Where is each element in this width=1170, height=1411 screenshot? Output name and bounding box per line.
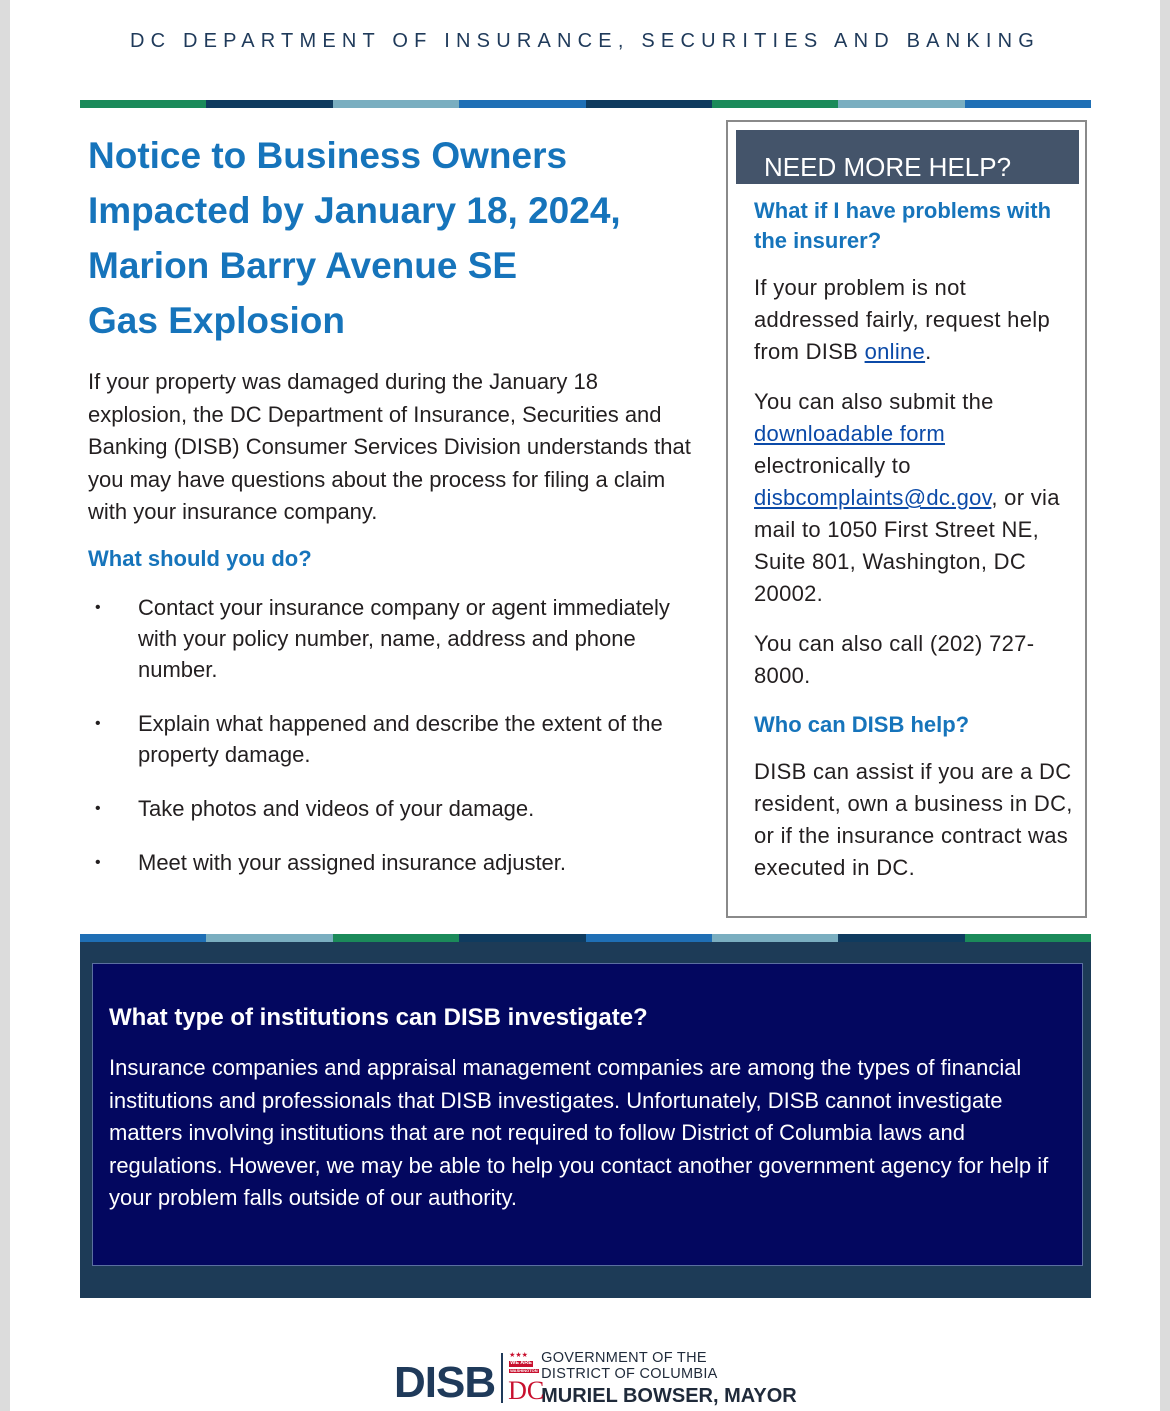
star-icons: ★★★ (509, 1352, 528, 1359)
stripe-segment (459, 100, 585, 108)
eligibility-paragraph: DISB can assist if you are a DC resident, own a business in DC, or if the insurance contract was executed in DC. (754, 759, 1073, 880)
intro-paragraph: If your property was damaged during the January 18 explosion, the DC Department of Insurance, Securities and Banking (DISB) Consumer Services Division understands that you may have questions about the process for filing a claim with your insurance company. (88, 369, 691, 524)
help-banner: NEED MORE HELP? (736, 130, 1079, 184)
need-more-help-box (726, 120, 1087, 918)
electronically-text: electronically to (754, 453, 911, 478)
stripe-segment (80, 100, 206, 108)
mayor-line: MURIEL BOWSER, MAYOR (541, 1384, 797, 1407)
emblem-washington: WASHINGTON (510, 1368, 538, 1373)
government-block (541, 1351, 797, 1406)
steps-list (88, 592, 698, 901)
request-help-paragraph (754, 272, 1074, 368)
dc-emblem-icon (508, 1352, 545, 1405)
downloadable-form-link[interactable]: downloadable form (754, 421, 945, 446)
stripe-segment (459, 934, 585, 942)
stripe-segment (965, 100, 1091, 108)
stripe-segment (333, 100, 459, 108)
title-line: Gas Explosion (88, 300, 346, 341)
list-item: • Take photos and videos of your damage. (88, 793, 698, 824)
list-item: • Explain what happened and describe the extent of the property damage. (88, 708, 698, 770)
middle-color-stripe (80, 934, 1091, 942)
what-to-do-heading: What should you do? (88, 546, 312, 571)
institutions-text: Insurance companies and appraisal management companies are among the types of financial institutions and professionals that DISB investigates. Unfortunately, DISB cannot investigate matters involving institutions that are not required to follow District of Columbia laws and regulations. However, we may be able to help you contact another government agency for help if your problem falls outside of our authority. (109, 1055, 1049, 1210)
stripe-segment (838, 934, 964, 942)
submit-form-paragraph (754, 386, 1074, 610)
emblem-we-are: WE ARE (510, 1360, 532, 1366)
help-content (754, 196, 1074, 902)
stripe-segment (80, 934, 206, 942)
stripe-segment (712, 934, 838, 942)
stripe-segment (206, 934, 332, 942)
page-title (88, 128, 708, 348)
stripe-segment (333, 934, 459, 942)
title-line: Notice to Business Owners (88, 135, 568, 176)
stripe-segment (206, 100, 332, 108)
agency-header: DC DEPARTMENT OF INSURANCE, SECURITIES AND BANKING (129, 30, 1041, 52)
institutions-panel (80, 942, 1091, 1298)
footer-divider (501, 1353, 503, 1403)
phone-paragraph: You can also call (202) 727-8000. (754, 631, 1035, 688)
who-can-help-heading: Who can DISB help? (754, 712, 970, 737)
submit-form-text: You can also submit the (754, 389, 994, 414)
insurer-problems-heading: What if I have problems with the insurer? (754, 198, 1052, 253)
gov-line-2: DISTRICT OF COLUMBIA (541, 1366, 718, 1382)
title-line: Impacted by January 18, 2024, (88, 190, 621, 231)
disb-logo: DISB (394, 1358, 496, 1407)
complaints-email-link[interactable]: disbcomplaints@dc.gov (754, 485, 992, 510)
period: . (925, 339, 932, 364)
request-help-text: If your problem is not addressed fairly, request help from DISB (754, 275, 1050, 364)
list-item: • Meet with your assigned insurance adjuster. (88, 847, 698, 878)
title-line: Marion Barry Avenue SE (88, 245, 518, 286)
list-item: • Contact your insurance company or agent immediately with your policy number, name, address and phone number. (88, 592, 698, 685)
mail-address-text: , or via mail to 1050 First Street NE, Suite 801, Washington, DC 20002. (754, 485, 1060, 606)
institutions-panel-inner (92, 963, 1083, 1266)
stripe-segment (586, 934, 712, 942)
gov-line-1: GOVERNMENT OF THE (541, 1349, 707, 1366)
stripe-segment (965, 934, 1091, 942)
stripe-segment (586, 100, 712, 108)
stripe-segment (712, 100, 838, 108)
emblem-dc: DC (508, 1376, 545, 1405)
footer (394, 1350, 797, 1406)
online-link[interactable]: online (864, 339, 926, 364)
institutions-heading: What type of institutions can DISB investigate? (109, 1004, 648, 1031)
stripe-segment (838, 100, 964, 108)
top-color-stripe (80, 100, 1091, 108)
